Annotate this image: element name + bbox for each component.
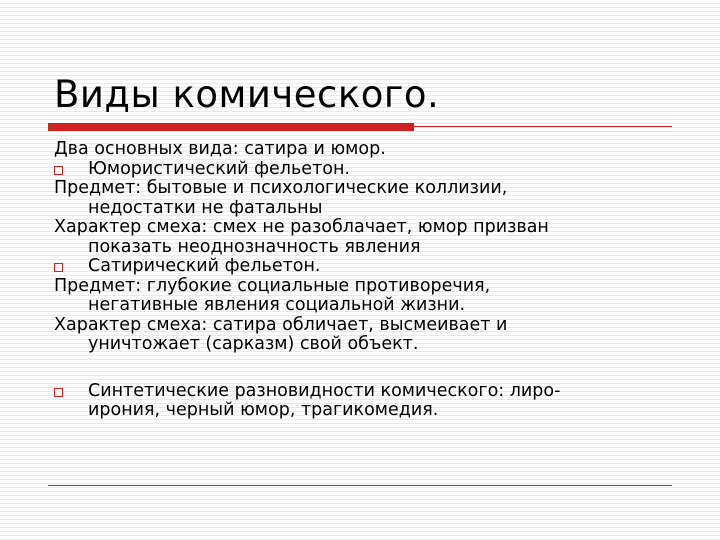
satire-laughter — [54, 316, 674, 355]
slide-title: Виды комического. — [54, 73, 440, 116]
bullet-satire-heading — [54, 257, 674, 277]
square-bullet-icon — [54, 166, 63, 175]
humor-subject-line-1: Предмет: бытовые и психологические коллизии, — [54, 178, 508, 198]
spacer — [54, 355, 674, 382]
bullet-synthetic — [54, 382, 674, 421]
square-bullet-icon — [54, 388, 63, 397]
humor-laughter — [54, 218, 674, 257]
square-bullet-icon — [54, 263, 63, 272]
humor-laughter-line-2: показать неоднозначность явления — [88, 236, 421, 257]
intro-line — [54, 140, 674, 160]
satire-subject-line-2: негативные явления социальной жизни. — [88, 295, 466, 315]
synthetic-line-2: ирония, черный юмор, трагикомедия. — [88, 400, 439, 420]
title-underline-thin — [414, 126, 672, 127]
synthetic-line-1: Синтетические разновидности комического: лиро- — [88, 380, 561, 401]
satire-heading-text: Сатирический фельетон. — [88, 256, 321, 276]
intro-text: Два основных вида: сатира и юмор. — [54, 139, 386, 159]
title-underline-thick — [48, 123, 414, 131]
humor-laughter-line-1: Характер смеха: смех не разоблачает, юмор призван — [54, 217, 549, 237]
satire-subject-line-1: Предмет: глубокие социальные противоречия, — [54, 275, 491, 296]
satire-laughter-line-1: Характер смеха: сатира обличает, высмеивает и — [54, 314, 508, 335]
humor-subject — [54, 179, 674, 218]
bottom-divider — [48, 485, 672, 486]
humor-heading-text: Юмористический фельетон. — [88, 158, 350, 179]
bullet-humor-heading — [54, 160, 674, 180]
title-underline — [48, 123, 672, 131]
satire-subject — [54, 277, 674, 316]
satire-laughter-line-2: уничтожает (сарказм) свой объект. — [88, 334, 419, 354]
humor-subject-line-2: недостатки не фатальны — [88, 197, 323, 218]
slide-body — [54, 140, 674, 421]
